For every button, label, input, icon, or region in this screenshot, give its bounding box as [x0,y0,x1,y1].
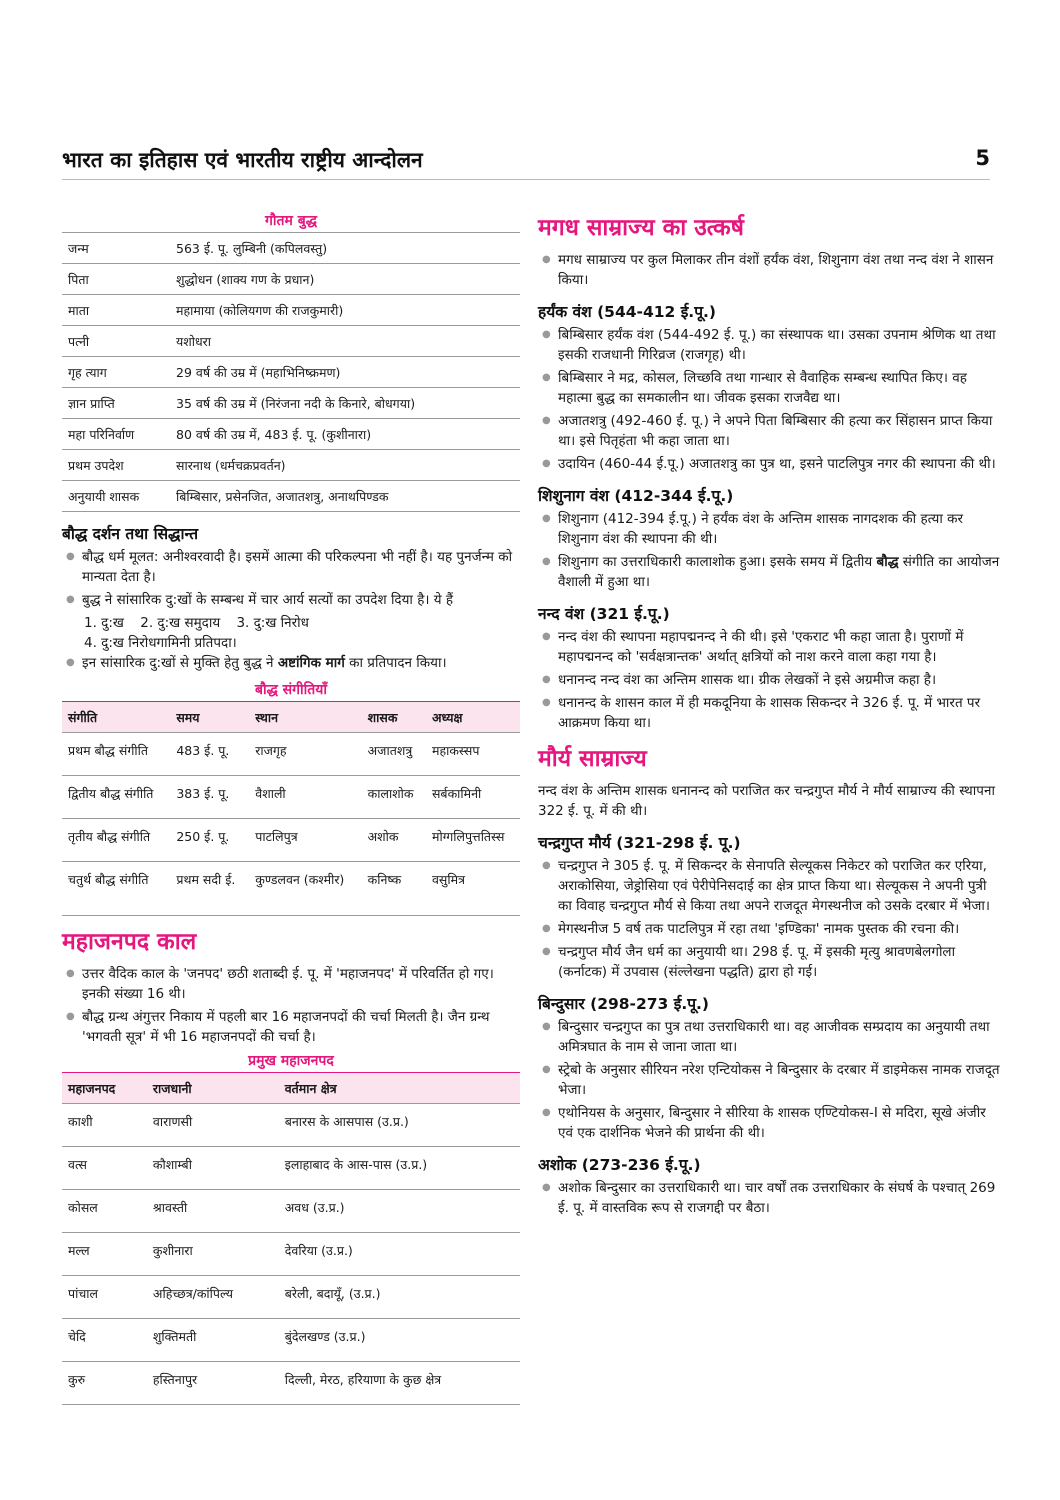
left-column [62,210,520,1405]
list-item: ● बौद्ध ग्रन्थ अंगुत्तर निकाय में पहली बार 16 महाजनपदों की चर्चा मिलती है। जैन ग्रन्थ 'भगवती सूत्र' में भी 16 महाजनपदों की चर्चा है। [82,1007,520,1047]
table-row: काशी वाराणसी बनारस के आसपास (उ.प्र.) [62,1104,520,1147]
right-column [538,210,1002,1221]
header-rule [62,179,990,180]
mahajanapada-heading: महाजनपद काल [62,929,197,955]
list-item: ● इन सांसारिक दु:खों से मुक्ति हेतु बुद्ध ने अष्टांगिक मार्ग का प्रतिपादन किया। [82,653,520,673]
list-item: ● उत्तर वैदिक काल के 'जनपद' छठी शताब्दी ई. पू. में 'महाजनपद' में परिवर्तित हो गए। इनकी संख्या 16 थी। [82,964,520,1004]
magadh-intro [538,250,1002,290]
list-item: ● बुद्ध ने सांसारिक दु:खों के सम्बन्ध में चार आर्य सत्यों का उपदेश दिया है। ये हैं [82,590,520,610]
mahajanapada-list [62,964,520,1047]
chandragupt-list [538,856,1002,982]
ashok-list [538,1178,1002,1218]
nand-list [538,627,1002,733]
table-row: वत्स कौशाम्बी इलाहाबाद के आस-पास (उ.प्र.) [62,1147,520,1190]
table-header-row: संगीति समय स्थान शासक अध्यक्ष [62,702,520,733]
table-row: कोसल श्रावस्ती अवध (उ.प्र.) [62,1190,520,1233]
table-row: चेदि शुक्तिमती बुंदेलखण्ड (उ.प्र.) [62,1319,520,1362]
table-row: प्रथम बौद्ध संगीति 483 ई. पू. राजगृह अजातशत्रु महाकस्सप [62,733,520,776]
haryank-heading: हर्यंक वंश (544-412 ई.पू.) [538,303,716,321]
list-item: ● अशोक बिन्दुसार का उत्तराधिकारी था। चार वर्षों तक उत्तराधिकार के संघर्ष के पश्चात् 269 ई. पू. में वास्तविक रूप से राजगद्दी पर बैठा। [558,1178,1002,1218]
chandragupt-heading: चन्द्रगुप्त मौर्य (321-298 ई. पू.) [538,834,741,852]
table-row: गृह त्याग 29 वर्ष की उम्र में (महाभिनिष्क्रमण) [62,357,520,388]
ashok-heading: अशोक (273-236 ई.पू.) [538,1156,701,1174]
magadh-heading: मगध साम्राज्य का उत्कर्ष [538,215,744,241]
list-item: ● चन्द्रगुप्त मौर्य जैन धर्म का अनुयायी था। 298 ई. पू. में इसकी मृत्यु श्रावणबेलगोला (कर्नाटक) में उपवास (संल्लेखना पद्धति) द्वारा हो गई। [558,942,1002,982]
table-row: चतुर्थ बौद्ध संगीति प्रथम सदी ई. कुण्डलवन (कश्मीर) कनिष्क वसुमित्र [62,862,520,916]
list-item: ● बिम्बिसार हर्यंक वंश (544-492 ई. पू.) का संस्थापक था। उसका उपनाम श्रेणिक था तथा इसकी राजधानी गिरिव्रज (राजगृह) थी। [558,325,1002,365]
list-item: ● शिशुनाग का उत्तराधिकारी कालाशोक हुआ। इसके समय में द्वितीय बौद्ध संगीति का आयोजन वैशाली में हुआ था। [558,552,1002,592]
list-item: ● मगध साम्राज्य पर कुल मिलाकर तीन वंशों हर्यंक वंश, शिशुनाग वंश तथा नन्द वंश ने शासन किया। [558,250,1002,290]
table-row: पत्नी यशोधरा [62,326,520,357]
list-item: ● बौद्ध धर्म मूलत: अनीश्वरवादी है। इसमें आत्मा की परिकल्पना भी नहीं है। यह पुनर्जन्म को मान्यता देता है। [82,547,520,587]
page-number: 5 [975,146,990,170]
list-item: ● बिम्बिसार ने मद्र, कोसल, लिच्छवि तथा गान्धार से वैवाहिक सम्बन्ध स्थापित किए। वह महात्मा बुद्ध का समकालीन था। जीवक इसका राजवैद्य था। [558,368,1002,408]
haryank-list [538,325,1002,474]
list-item: ● चन्द्रगुप्त ने 305 ई. पू. में सिकन्दर के सेनापति सेल्यूकस निकेटर को पराजित कर एरिया, अराकोसिया, जेड्रोसिया एवं पेरीपेनिसदाई का क्षेत्र प्राप्त किया था। सेल्यूकस ने अपनी पुत्री का विवाह चन्द्रगुप्त मौर्य से किया तथा अपने राजदूत मेगस्थनीज को उसके दरबार में भेजा। [558,856,1002,916]
table-row: महा परिनिर्वाण 80 वर्ष की उम्र में, 483 ई. पू. (कुशीनारा) [62,419,520,450]
maurya-heading: मौर्य साम्राज्य [538,746,647,772]
bauddh-list-2 [62,653,520,673]
mahajanapada-table [62,1072,520,1405]
table-row: प्रथम उपदेश सारनाथ (धर्मचक्रप्रवर्तन) [62,450,520,481]
table-row: ज्ञान प्राप्ति 35 वर्ष की उम्र में (निरंजना नदी के किनारे, बोधगया) [62,388,520,419]
list-item: ● धनानन्द के शासन काल में ही मकदूनिया के शासक सिकन्दर ने 326 ई. पू. में भारत पर आक्रमण किया था। [558,693,1002,733]
table-row: द्वितीय बौद्ध संगीति 383 ई. पू. वैशाली कालाशोक सर्बकामिनी [62,776,520,819]
list-item: ● बिन्दुसार चन्द्रगुप्त का पुत्र तथा उत्तराधिकारी था। वह आजीवक सम्प्रदाय का अनुयायी तथा अमित्रघात के नाम से जाना जाता था। [558,1017,1002,1057]
book-title: भारत का इतिहास एवं भारतीय राष्ट्रीय आन्दोलन [62,148,423,172]
list-item: ● मेगस्थनीज 5 वर्ष तक पाटलिपुत्र में रहा तथा 'इण्डिका' नामक पुस्तक की रचना की। [558,919,1002,939]
page-header [62,140,990,176]
mahajanapada-caption: प्रमुख महाजनपद [248,1053,334,1069]
shishunag-list [538,509,1002,592]
bindusar-heading: बिन्दुसार (298-273 ई.पू.) [538,995,710,1013]
gautam-caption: गौतम बुद्ध [265,213,317,229]
table-row: अनुयायी शासक बिम्बिसार, प्रसेनजित, अजातशत्रु, अनाथपिण्डक [62,481,520,512]
list-item: ● अजातशत्रु (492-460 ई. पू.) ने अपने पिता बिम्बिसार की हत्या कर सिंहासन प्राप्त किया था। इसे पितृहंता भी कहा जाता था। [558,411,1002,451]
bindusar-list [538,1017,1002,1143]
list-item: ● नन्द वंश की स्थापना महापद्मनन्द ने की थी। इसे 'एकराट भी कहा जाता है। पुराणों में महापद्मनन्द को 'सर्वक्षत्रान्तक' अर्थात् क्षत्रियों को नाश करने वाला कहा गया है। [558,627,1002,667]
list-item: ● शिशुनाग (412-394 ई.पू.) ने हर्यंक वंश के अन्तिम शासक नागदशक की हत्या कर शिशुनाग वंश की स्थापना की थी। [558,509,1002,549]
table-header-row: महाजनपद राजधानी वर्तमान क्षेत्र [62,1073,520,1104]
table-row: मल्ल कुशीनारा देवरिया (उ.प्र.) [62,1233,520,1276]
gautam-table [62,232,520,512]
list-item: ● स्ट्रेबो के अनुसार सीरियन नरेश एन्टियोकस ने बिन्दुसार के दरबार में डाइमेकस नामक राजदूत भेजा। [558,1060,1002,1100]
bauddh-list [62,547,520,610]
table-row: माता महामाया (कोलियगण की राजकुमारी) [62,295,520,326]
table-row: तृतीय बौद्ध संगीति 250 ई. पू. पाटलिपुत्र अशोक मोग्गलिपुत्ततिस्स [62,819,520,862]
table-row: कुरु हस्तिनापुर दिल्ली, मेरठ, हरियाणा के कुछ क्षेत्र [62,1362,520,1405]
table-row: पिता शुद्धोधन (शाक्य गण के प्रधान) [62,264,520,295]
noble-truths: 1. दु:ख 2. दु:ख समुदाय 3. दु:ख निरोध 4. दु:ख निरोधगामिनी प्रतिपदा। [84,615,309,651]
bauddh-heading: बौद्ध दर्शन तथा सिद्धान्त [62,525,199,543]
sangiti-caption: बौद्ध संगीतियाँ [254,682,327,698]
table-row: जन्म 563 ई. पू. लुम्बिनी (कपिलवस्तु) [62,233,520,264]
nand-heading: नन्द वंश (321 ई.पू.) [538,605,670,623]
sangiti-table [62,701,520,916]
table-row: पांचाल अहिच्छत्र/कांपिल्य बरेली, बदायूँ, (उ.प्र.) [62,1276,520,1319]
list-item: ● एथोनियस के अनुसार, बिन्दुसार ने सीरिया के शासक एण्टियोकस-I से मदिरा, सूखे अंजीर एवं एक दार्शनिक भेजने की प्रार्थना की थी। [558,1103,1002,1143]
list-item: ● उदायिन (460-44 ई.पू.) अजातशत्रु का पुत्र था, इसने पाटलिपुत्र नगर की स्थापना की थी। [558,454,1002,474]
maurya-intro: नन्द वंश के अन्तिम शासक धनानन्द को पराजित कर चन्द्रगुप्त मौर्य ने मौर्य साम्राज्य की स्थापना 322 ई. पू. में की थी। [538,783,995,819]
list-item: ● धनानन्द नन्द वंश का अन्तिम शासक था। ग्रीक लेखकों ने इसे अग्रमीज कहा है। [558,670,1002,690]
shishunag-heading: शिशुनाग वंश (412-344 ई.पू.) [538,487,734,505]
